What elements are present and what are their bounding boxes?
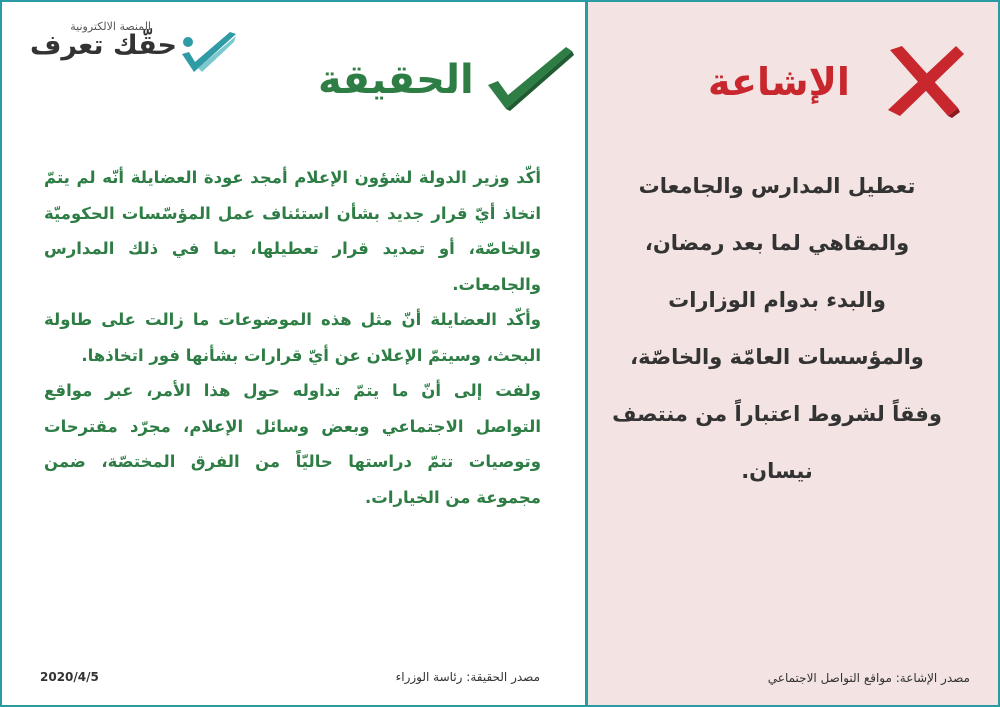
fact-paragraph-2: وأكّد العضايلة أنّ مثل هذه الموضوعات ما زالت على طاولة البحث، وسيتمّ الإعلان عن أيّ قرارات بشأنها فور اتخاذها. xyxy=(44,310,541,365)
fact-source: مصدر الحقيقة: رئاسة الوزراء xyxy=(395,670,540,684)
fact-body xyxy=(44,160,541,515)
fact-paragraph-3: ولفت إلى أنّ ما يتمّ تداوله حول هذا الأمر، عبر مواقع التواصل الاجتماعي وبعض وسائل الإعلام، مجرّد مقترحات وتوصيات تتمّ دراستها حاليّاً من الفرق المختصّة، ضمن مجموعة من الخيارات. xyxy=(44,381,541,507)
rumor-heading xyxy=(690,40,980,125)
fact-date: 2020/4/5 xyxy=(40,670,99,684)
check-icon xyxy=(484,45,576,115)
fact-heading xyxy=(318,45,580,121)
rumor-source: مصدر الإشاعة: مواقع التواصل الاجتماعي xyxy=(767,671,970,685)
checkmark-person-logo-icon xyxy=(178,28,240,80)
rumor-title: الإشاعة xyxy=(708,60,850,104)
fact-paragraph-1: أكّد وزير الدولة لشؤون الإعلام أمجد عودة العضايلة أنّه لم يتمّ اتخاذ أيّ قرار جديد بشأن استئناف عمل المؤسّسات الحكوميّة والخاصّة، أو تمديد قرار تعطيلها، بما في ذلك المدارس والجامعات. xyxy=(44,168,541,294)
x-icon xyxy=(882,42,966,120)
logo xyxy=(28,20,243,82)
rumor-body: تعطيل المدارس والجامعات والمقاهي لما بعد رمضان، والبدء بدوام الوزارات والمؤسسات العامّة والخاصّة، وفقاً لشروط اعتباراً من منتصف نيسان. xyxy=(612,174,942,483)
fact-title: الحقيقة xyxy=(318,57,474,103)
logo-tagline: المنصة الالكترونية xyxy=(70,20,151,33)
logo-name: حقّك تعرف xyxy=(30,30,177,61)
